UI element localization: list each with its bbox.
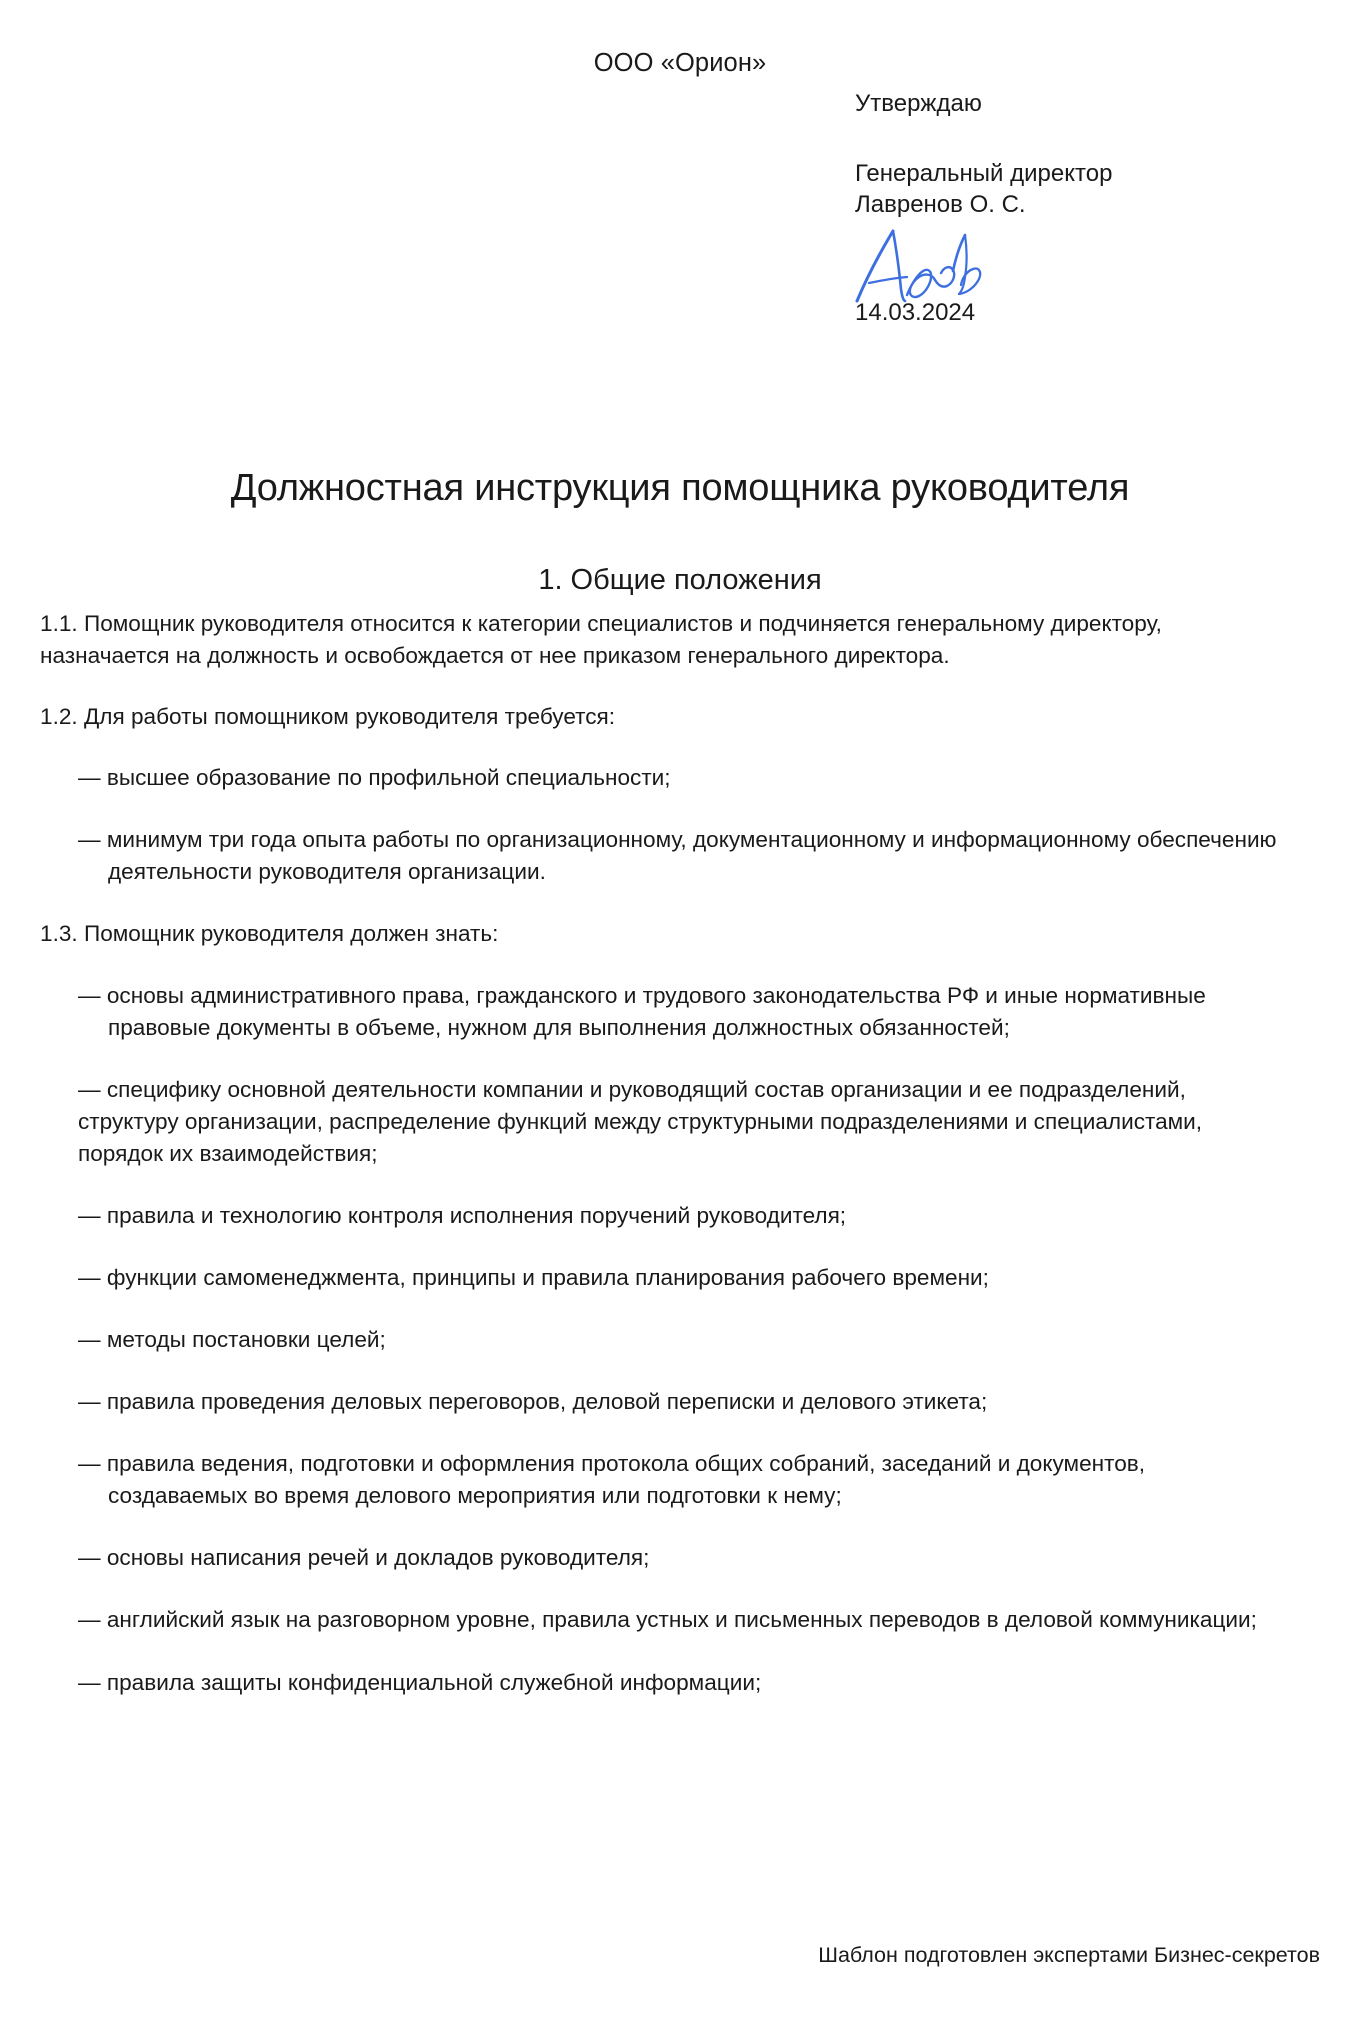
approval-date: 14.03.2024 (855, 299, 976, 327)
approval-block (855, 88, 1275, 329)
footer-note: Шаблон подготовлен экспертами Бизнес-секретов (818, 1943, 1320, 1967)
list-item: — специфику основной деятельности компании и руководящий состав организации и ее подразделений, структуру организации, распределение функций между структурными подразделениями и специалистами, порядок их взаимодействия; (78, 1076, 1203, 1166)
signature-image (849, 225, 1049, 297)
list-item: — методы постановки целей; (78, 1327, 386, 1353)
page-title: Должностная инструкция помощника руководителя (230, 467, 1130, 510)
clause-1-2: 1.2. Для работы помощником руководителя требуется: (40, 704, 616, 730)
list-item: — английский язык на разговорном уровне, правила устных и письменных переводов в деловой коммуникации; (78, 1607, 1257, 1633)
clause-1-1: 1.1. Помощник руководителя относится к категории специалистов и подчиняется генеральному директору, назначается на должность и освобождается от нее приказом генерального директора. (40, 611, 1162, 669)
section-heading: 1. Общие положения (538, 564, 822, 597)
list-item: — правила защиты конфиденциальной служебной информации; (78, 1669, 762, 1695)
list-item: — правила ведения, подготовки и оформления протокола общих собраний, заседаний и документов, создаваемых во время делового мероприятия или подготовки к нему; (78, 1451, 1146, 1509)
list-item: — основы административного права, гражданского и трудового законодательства РФ и иные нормативные правовые документы в объеме, нужном для выполнения должностных обязанностей; (78, 982, 1206, 1040)
document-body (40, 608, 1280, 1729)
approver-name: Лавренов О. С. (855, 191, 1026, 219)
list-item: — основы написания речей и докладов руководителя; (78, 1545, 650, 1571)
clause-1-3: 1.3. Помощник руководителя должен знать: (40, 921, 499, 947)
list-item: — функции самоменеджмента, принципы и правила планирования рабочего времени; (78, 1265, 989, 1291)
list-item: — высшее образование по профильной специальности; (78, 765, 671, 791)
organization-name: ООО «Орион» (593, 49, 767, 77)
list-item: — правила и технологию контроля исполнения поручений руководителя; (78, 1202, 847, 1228)
list-item: — минимум три года опыта работы по организационному, документационному и информационному обеспечению деятельности руководителя организации. (78, 827, 1277, 885)
list-item: — правила проведения деловых переговоров, деловой переписки и делового этикета; (78, 1389, 988, 1415)
approver-role: Генеральный директор (855, 159, 1113, 187)
approval-label: Утверждаю (855, 90, 982, 117)
